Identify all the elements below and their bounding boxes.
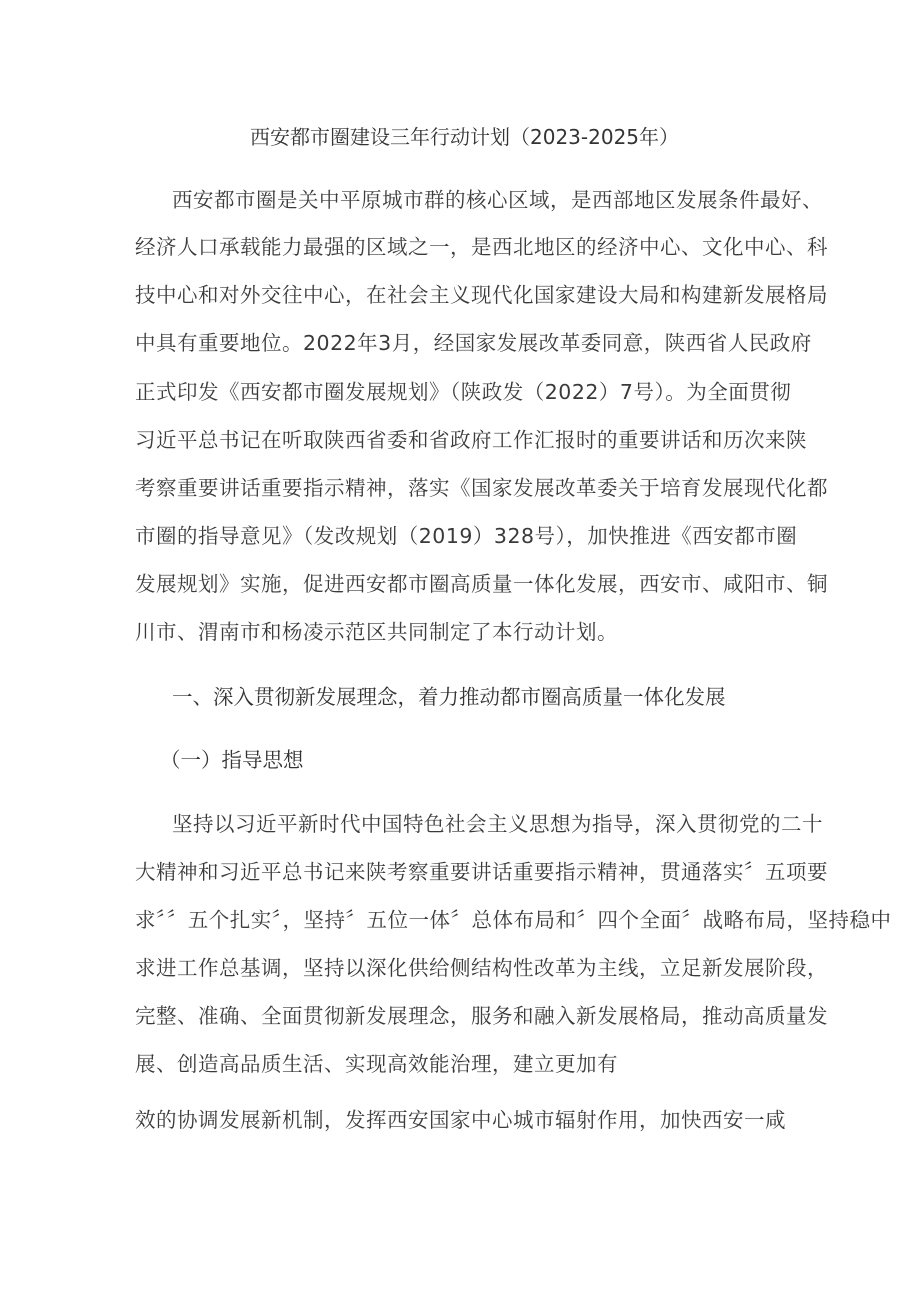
- text-line: 展、创造高品质生活、实现高效能治理，建立更加有: [135, 1052, 618, 1076]
- text-line: 求进工作总基调，坚持以深化供给侧结构性改革为主线，立足新发展阶段，: [135, 956, 828, 980]
- text-line: 技中心和对外交往中心，在社会主义现代化国家建设大局和构建新发展格局: [135, 283, 828, 307]
- text-line: 坚持以习近平新时代中国特色社会主义思想为指导，深入贯彻党的二十: [172, 812, 823, 836]
- text-line: 考察重要讲话重要指示精神，落实《国家发展改革委关于培育发展现代化都: [135, 476, 828, 500]
- text-line: 西安都市圈是关中平原城市群的核心区域，是西部地区发展条件最好、: [172, 188, 823, 212]
- text-line: 大精神和习近平总书记来陕考察重要讲话重要指示精神，贯通落实〞五项要: [135, 860, 828, 884]
- text-line: 习近平总书记在听取陕西省委和省政府工作汇报时的重要讲话和历次来陕: [135, 428, 807, 452]
- text-line: 正式印发《西安都市圈发展规划》（陕政发（2022）7号）。为全面贯彻: [135, 380, 792, 404]
- text-line: 中具有重要地位。2022年3月，经国家发展改革委同意，陕西省人民政府: [135, 331, 812, 355]
- text-line: 经济人口承载能力最强的区域之一，是西北地区的经济中心、文化中心、科: [135, 235, 828, 259]
- section-heading: 一、深入贯彻新发展理念，着力推动都市圈高质量一体化发展: [172, 685, 726, 709]
- text-line: 市圈的指导意见》（发改规划（2019）328号），加快推进《西安都市圈: [135, 524, 798, 548]
- document-title: 西安都市圈建设三年行动计划（2023-2025年）: [250, 125, 680, 149]
- subsection-heading: （一）指导思想: [160, 748, 304, 772]
- text-line: 效的协调发展新机制，发挥西安国家中心城市辐射作用，加快西安一咸: [135, 1108, 786, 1132]
- text-line: 求〞〞五个扎实〞，坚持〞五位一体〞总体布局和〞四个全面〞战略布局，坚持稳中: [135, 908, 892, 932]
- text-line: 川市、渭南市和杨凌示范区共同制定了本行动计划。: [135, 620, 618, 644]
- text-line: 发展规划》实施，促进西安都市圈高质量一体化发展，西安市、咸阳市、铜: [135, 572, 828, 596]
- text-line: 完整、准确、全面贯彻新发展理念，服务和融入新发展格局，推动高质量发: [135, 1004, 828, 1028]
